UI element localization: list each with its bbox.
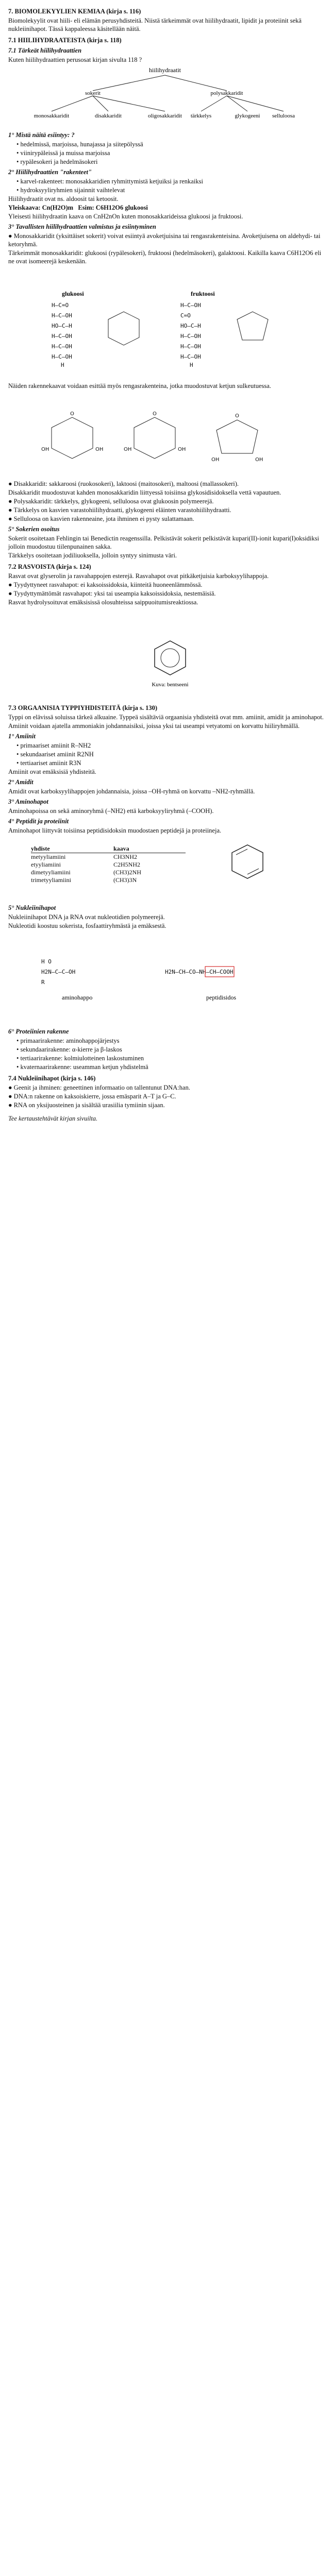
p25: Nukleotidi koostuu sokerista, fosfaattiryhmästä ja emäksestä.	[8, 922, 166, 929]
bullet-1-0: • hedelmissä, marjoissa, hunajassa ja siitepölyssä	[16, 141, 143, 148]
p8: Disakkaridit muodostuvat kahden monosakkaridin liittyessä toisiinsa glykosidisidoksella vettä vapautuen.	[8, 489, 281, 496]
svg-text:H–C–OH: H–C–OH	[52, 353, 72, 360]
footer-note: Tee kertaustehtävät kirjan sivuilta.	[8, 1115, 98, 1122]
svg-text:H: H	[61, 362, 64, 368]
svg-text:OH: OH	[255, 457, 263, 463]
table-row	[31, 869, 186, 876]
svg-text:OH: OH	[178, 447, 186, 452]
carbohydrate-tree-diagram	[31, 66, 299, 123]
bullet-1-2: • rypälesokeri ja hedelmäsokeri	[16, 158, 98, 165]
sub8-heading: 5° Nukleiinihapot	[8, 904, 56, 911]
p21: Amidit ovat karboksyylihappojen johdannaisia, joissa –OH-ryhmä on korvattu –NH2-ryhmällä.	[8, 788, 255, 795]
p17: Rasvat hydrolysoituvat emäksisissä olosuhteissa saippuoitumisreaktiossa.	[8, 599, 198, 606]
p19: Amiinit voidaan ajatella ammoniakin johdannaisiksi, joissa yksi tai useampi vetyatomi on korvattu hiiliryhmällä.	[8, 722, 300, 730]
svg-text:HO–C–H: HO–C–H	[52, 323, 72, 329]
sub1-heading: 7.1 Tärkeät hiilihydraattien	[8, 47, 82, 54]
tree-item-0: sokerit	[85, 90, 101, 96]
table-header-cell-1: kaava	[113, 845, 129, 852]
ring-structures	[21, 402, 309, 474]
bullet-1-1: • viinirypäleissä ja muissa marjoissa	[16, 149, 110, 157]
p20: Amiinit ovat emäksisiä yhdisteitä.	[8, 768, 96, 775]
p28: ● RNA on yksijuosteinen ja sisältää urasiilia tymiinin sijaan.	[8, 1101, 165, 1109]
tree-item-2: monosakkaridit	[34, 113, 70, 119]
section-7-3-heading: 7.3 ORGAANISIA TYPPIYHDISTEITÄ (kirja s. 130)	[8, 704, 158, 711]
svg-text:R: R	[41, 979, 45, 986]
intro-text: Biomolekyylit ovat hiili- eli elämän perusyhdisteitä. Niistä tärkeimmät ovat hiilihydraatit, lipidit ja proteiinit sekä nukleiinihapot. Tässä kappaleessa käsitellään näitä.	[8, 17, 304, 32]
tree-item-4: oligosakkaridit	[148, 113, 182, 119]
table-row	[31, 853, 186, 861]
tree-item-6: glykogeeni	[235, 113, 260, 119]
hexagon-structure	[222, 840, 273, 886]
tree-item-5: tärkkelys	[190, 113, 212, 119]
bullet-9-0: • primaarirakenne: aminohappojärjestys	[16, 1037, 120, 1044]
svg-text:H–C–OH: H–C–OH	[180, 353, 201, 360]
p22: Aminohapoissa on sekä aminoryhmä (–NH2) että karboksyyliryhmä (–COOH).	[8, 807, 214, 815]
table-cell: C2H5NH2	[113, 861, 141, 868]
p1: Kuten hiilihydraattien perusosat kirjan sivulta 118 ?	[8, 56, 142, 63]
sub7-heading: 4° Peptidit ja proteiinit	[8, 818, 69, 825]
svg-text:H–C–OH: H–C–OH	[180, 302, 201, 309]
chapter-title: 7. BIOMOLEKYYLIEN KEMIAA (kirja s. 116)	[8, 8, 141, 15]
bullet-9-2: • tertiaarirakenne: kolmiulotteinen laskostuminen	[16, 1055, 144, 1062]
svg-text:OH: OH	[95, 447, 104, 452]
bullet-2-0: • karvel-rakenteet: monosakkaridien ryhmittymistä ketjuiksi ja renkaiksi	[16, 178, 203, 185]
sub4-heading: 1° Amiinit	[8, 733, 36, 740]
bullet-4-1: • sekundaariset amiinit R2NH	[16, 751, 94, 758]
content-block-3	[8, 381, 325, 391]
bullet-9-3: • kvaternaarirakenne: useamman ketjun yhdistelmä	[16, 1063, 148, 1071]
svg-text:OH: OH	[124, 447, 132, 452]
amine-table	[31, 845, 186, 884]
bullet-2-1: • hydroksyyliryhmien sijainnit vaihtelevat	[16, 187, 125, 194]
content-block-7	[8, 1025, 325, 1123]
table-cell: (CH3)2NH	[113, 869, 141, 876]
p6: Näiden rakennekaavat voidaan esittää myös rengasrakenteina, jotka muodostuvat ketjun sulkeutuessa.	[8, 382, 271, 389]
svg-text:H–C–OH: H–C–OH	[52, 333, 72, 340]
p7: ● Disakkaridit: sakkaroosi (ruokosokeri), laktoosi (maitosokeri), maltoosi (mallassokeri).	[8, 480, 239, 487]
svg-text:H O: H O	[41, 958, 52, 965]
glucose-fructose-structures	[21, 289, 309, 376]
fructose-label: fruktoosi	[191, 290, 215, 297]
tree-item-3: disakkaridit	[95, 113, 122, 119]
content-block-2	[8, 129, 325, 266]
svg-text:O: O	[70, 411, 74, 417]
table-cell: trimetyyliamiini	[31, 876, 71, 884]
content-block-5	[8, 701, 325, 835]
section-7-4-heading: 7.4 Nukleiinihapot (kirja s. 146)	[8, 1075, 96, 1082]
svg-text:OH: OH	[211, 457, 220, 463]
table-header	[31, 845, 186, 853]
amino-label: aminohappo	[62, 994, 93, 1001]
q2-heading: 2° Hiilihydraattien "rakenteet"	[8, 168, 92, 176]
p9: ● Polysakkaridit: tärkkelys, glykogeeni, selluloosa ovat glukoosin polymeerejä.	[8, 498, 214, 505]
table-header-cell-0: yhdiste	[31, 845, 50, 852]
p14: Rasvat ovat glyserolin ja rasvahappojen esterejä. Rasvahapot ovat pitkäketjuisia karboksyylihappoja.	[8, 572, 269, 580]
content-column	[8, 4, 325, 64]
bullet-9-1: • sekundaarirakenne: α-kierre ja β-laskos	[16, 1046, 122, 1053]
benzene-ring-diagram	[139, 634, 201, 690]
table-row	[31, 861, 186, 869]
table-row	[31, 876, 186, 884]
content-block-6	[8, 902, 325, 930]
p13: Tärkkelys osoitetaan jodiliuoksella, jolloin syntyy sinimusta väri.	[8, 552, 177, 559]
p2: Hiilihydraatit ovat ns. aldoosit tai ketoosit.	[8, 195, 119, 202]
p16: ● Tyydyttymättömät rasvahapot: yksi tai useampia kaksoissidoksia, nestemäisiä.	[8, 590, 216, 597]
table-cell: dimetyyliamiini	[31, 869, 71, 876]
table-cell: etyyliamiini	[31, 861, 61, 868]
sub2-heading: 3° Tavallisten hiilihydraattien valmistus ja esiintyminen	[8, 223, 156, 230]
svg-text:H2N–C–C–OH: H2N–C–C–OH	[41, 969, 76, 975]
svg-text:C=O: C=O	[180, 312, 191, 319]
p3: Yleisesti hiilihydraatin kaava on CnH2nOn kuten monosakkarideissa glukoosi ja fruktoosi.	[8, 213, 243, 220]
glucose-label: glukoosi	[62, 290, 84, 297]
p10: ● Tärkkelys on kasvien varastohiilihydraatti, glykogeeni eläinten varastohiilihydraatti.	[8, 506, 231, 514]
svg-text:H–C=O: H–C=O	[52, 302, 69, 309]
svg-text:H–C–OH: H–C–OH	[52, 343, 72, 350]
p23: Aminohapot liittyvät toisiinsa peptidisidoksin muodostaen peptidejä ja proteiineja.	[8, 827, 222, 834]
sub3-heading: 5° Sokerien osoitus	[8, 526, 60, 533]
p18: Typpi on elävissä soluissa tärkeä alkuaine. Typpeä sisältäviä orgaanisia yhdisteitä ovat mm. amiinit, amidit ja aminohapot.	[8, 714, 324, 721]
q1-heading: 1° Mistä näitä esiintyy: ?	[8, 131, 75, 139]
p26: ● Geenit ja ihminen: geneettinen informaatio on tallentunut DNA:han.	[8, 1084, 190, 1091]
content-block-4	[8, 479, 325, 607]
tree-item-7: selluloosa	[272, 113, 295, 119]
svg-text:O: O	[235, 413, 239, 419]
amino-acid-peptide-diagram	[31, 943, 299, 1015]
svg-text:H2N–CH–CO–NH–CH–COOH: H2N–CH–CO–NH–CH–COOH	[165, 969, 234, 975]
p5: Tärkeimmät monosakkaridit: glukoosi (rypälesokeri), fruktoosi (hedelmäsokeri), galaktoosi. Kaikilla kaava C6H12O6 eli ne ovat isomeerejä keskenään.	[8, 249, 323, 265]
table-cell: metyyliamiini	[31, 853, 66, 860]
p24: Nukleiinihapot DNA ja RNA ovat nukleotidien polymeerejä.	[8, 913, 165, 921]
bullet-4-0: • primaariset amiinit R–NH2	[16, 742, 91, 749]
sub5-heading: 2° Amidit	[8, 778, 34, 786]
table-cell: CH3NH2	[113, 853, 138, 860]
bullet-4-2: • tertiaariset amiinit R3N	[16, 759, 81, 767]
tree-item-1: polysakkaridit	[210, 90, 243, 96]
sub6-heading: 3° Aminohapot	[8, 798, 48, 805]
svg-text:H–C–OH: H–C–OH	[180, 343, 201, 350]
sub9-heading: 6° Proteiinien rakenne	[8, 1028, 69, 1035]
section-7-2-heading: 7.2 RASVOISTA (kirja s. 124)	[8, 563, 91, 570]
peptide-label: peptidisidos	[206, 994, 237, 1001]
svg-text:H–C–OH: H–C–OH	[180, 333, 201, 340]
svg-text:OH: OH	[41, 447, 49, 452]
svg-text:H–C–OH: H–C–OH	[52, 312, 72, 319]
svg-text:O: O	[153, 411, 157, 417]
p11: ● Selluloosa on kasvien rakenneaine, jota ihminen ei pysty sulattamaan.	[8, 515, 194, 522]
p27: ● DNA:n rakenne on kaksoiskierre, jossa emäsparit A–T ja G–C.	[8, 1093, 176, 1100]
p15: ● Tyydyttyneet rasvahapot: ei kaksoissidoksia, kiinteitä huoneenlämmössä.	[8, 581, 203, 588]
benzene-label: Kuva: bentseeni	[152, 682, 189, 688]
section-7-1-heading: 7.1 HIILIHYDRAATEISTA (kirja s. 118)	[8, 37, 122, 44]
table-cell: (CH3)3N	[113, 876, 137, 884]
p4: ● Monosakkaridit (yksittäiset sokerit) voivat esiintyä avoketjuisina tai rengasrakenteisina. Avoketjuisena on aldehydi- tai ketoryhmä.	[8, 232, 322, 248]
p12: Sokerit osoitetaan Fehlingin tai Benedictin reagenssilla. Pelkistävät sokerit pelkistävät kupari(II)-ionit kupari(I)oksidiksi jolloin muodostuu tiilenpunainen sakka.	[8, 535, 321, 550]
svg-text:HO–C–H: HO–C–H	[180, 323, 201, 329]
svg-text:H: H	[190, 362, 193, 368]
formula-1: Yleiskaava: Cn(H2O)m Esim: C6H12O6 glukoosi	[8, 204, 148, 211]
tree-root-label: hiilihydraatit	[149, 66, 181, 74]
